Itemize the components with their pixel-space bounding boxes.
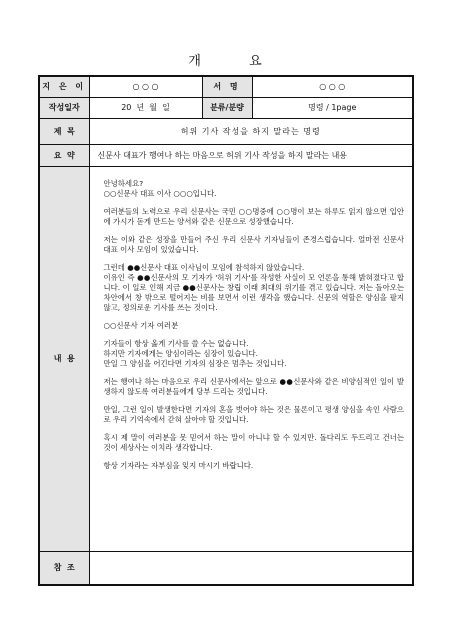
- content-paragraph: ○○신문사 기자 여러분: [103, 320, 179, 330]
- content-paragraph: 기자들이 항상 옳게 기사를 쓸 수는 없습니다. 하지만 기자에게는 양심이라는 심장이 있습니다. 만일 그 양심을 어긴다면 기자의 심장은 멈추는 것입니다.: [103, 338, 287, 368]
- document-title: 개 요: [188, 54, 284, 69]
- category-value: 명령 / 1page: [252, 97, 413, 118]
- summary-label: 요 약: [39, 144, 89, 166]
- content-label: 내 용: [39, 166, 89, 551]
- content-paragraph: 저는 이와 같은 성장을 만들어 주신 우리 신문사 기자님들이 존경스럽습니다. 얼마전 신문사 대표 이사 모임이 있었습니다.: [103, 234, 404, 254]
- content-paragraph: 만일, 그런 일이 발생한다면 기자의 혼을 벗어야 하는 것은 물론이고 평생 양심을 속인 사람으로 우리 기억속에서 갇혀 살아야 할 것입니다.: [103, 404, 404, 424]
- content-body: [89, 166, 413, 551]
- signature-value: ○ ○ ○: [252, 76, 413, 97]
- content-paragraph: 혹시 제 말이 여러분을 못 믿어서 하는 말이 아니냐 할 수 있지만. 돌다리도 두드리고 건너는 것이 세상사는 이치라 생각합니다.: [103, 432, 404, 452]
- overview-form: [38, 75, 414, 586]
- content-paragraph: 여러분들의 노력으로 우리 신문사는 국민 ○○명중에 ○○명이 보는 하루도 읽지 않으면 입안에 가시가 돋게 만드는 양서와 같은 신문으로 성장했습니다.: [103, 206, 404, 226]
- category-label: 분류/분량: [202, 97, 252, 118]
- subject-label: 제 목: [39, 118, 89, 144]
- reference-label: 참 조: [39, 551, 89, 585]
- date-value: 20 년 월 일: [89, 97, 202, 118]
- content-paragraph: 항상 기자라는 자부심을 잊지 마시기 바랍니다.: [103, 460, 254, 470]
- subject-value: 허위 기사 작성을 하지 말라는 명령: [89, 118, 413, 144]
- author-label: 지 은 이: [39, 76, 89, 97]
- signature-label: 서 명: [202, 76, 252, 97]
- content-paragraph: 안녕하세요? ○○신문사 대표 이사 ○○○입니다.: [103, 178, 217, 198]
- author-value: ○ ○ ○: [89, 76, 202, 97]
- content-paragraph: 그런데 ●●신문사 대표 이사님이 모임에 참석하지 않았습니다. 이유인 즉 ●●신문사의 모 기자가 '허위 기사'를 작성한 사실이 모 언론을 통해 밝혀졌다고 합니다. 이 일로 인해 지금 ●●신문사는 창립 이래 최대의 위기를 겪고 있습니다. 저는 돌아오는 차안에서 창 밖으로 떨어지는 비를 보면서 이런 생각을 했습니다. 신문의 역할은 양심을 팔지 않고, 정의로운 기사를 쓰는 것이다.: [103, 262, 404, 312]
- content-paragraph: 저는 행여나 하는 마음으로 우리 신문사에서는 앞으로 ●●신문사와 같은 비양심적인 일이 발생하지 않도록 여러분들에게 당부 드리는 것입니다.: [103, 376, 404, 396]
- reference-value: [89, 551, 413, 585]
- date-label: 작성일자: [39, 97, 89, 118]
- summary-value: 신문사 대표가 행여나 하는 마음으로 허위 기사 작성을 하지 말라는 내용: [89, 144, 413, 166]
